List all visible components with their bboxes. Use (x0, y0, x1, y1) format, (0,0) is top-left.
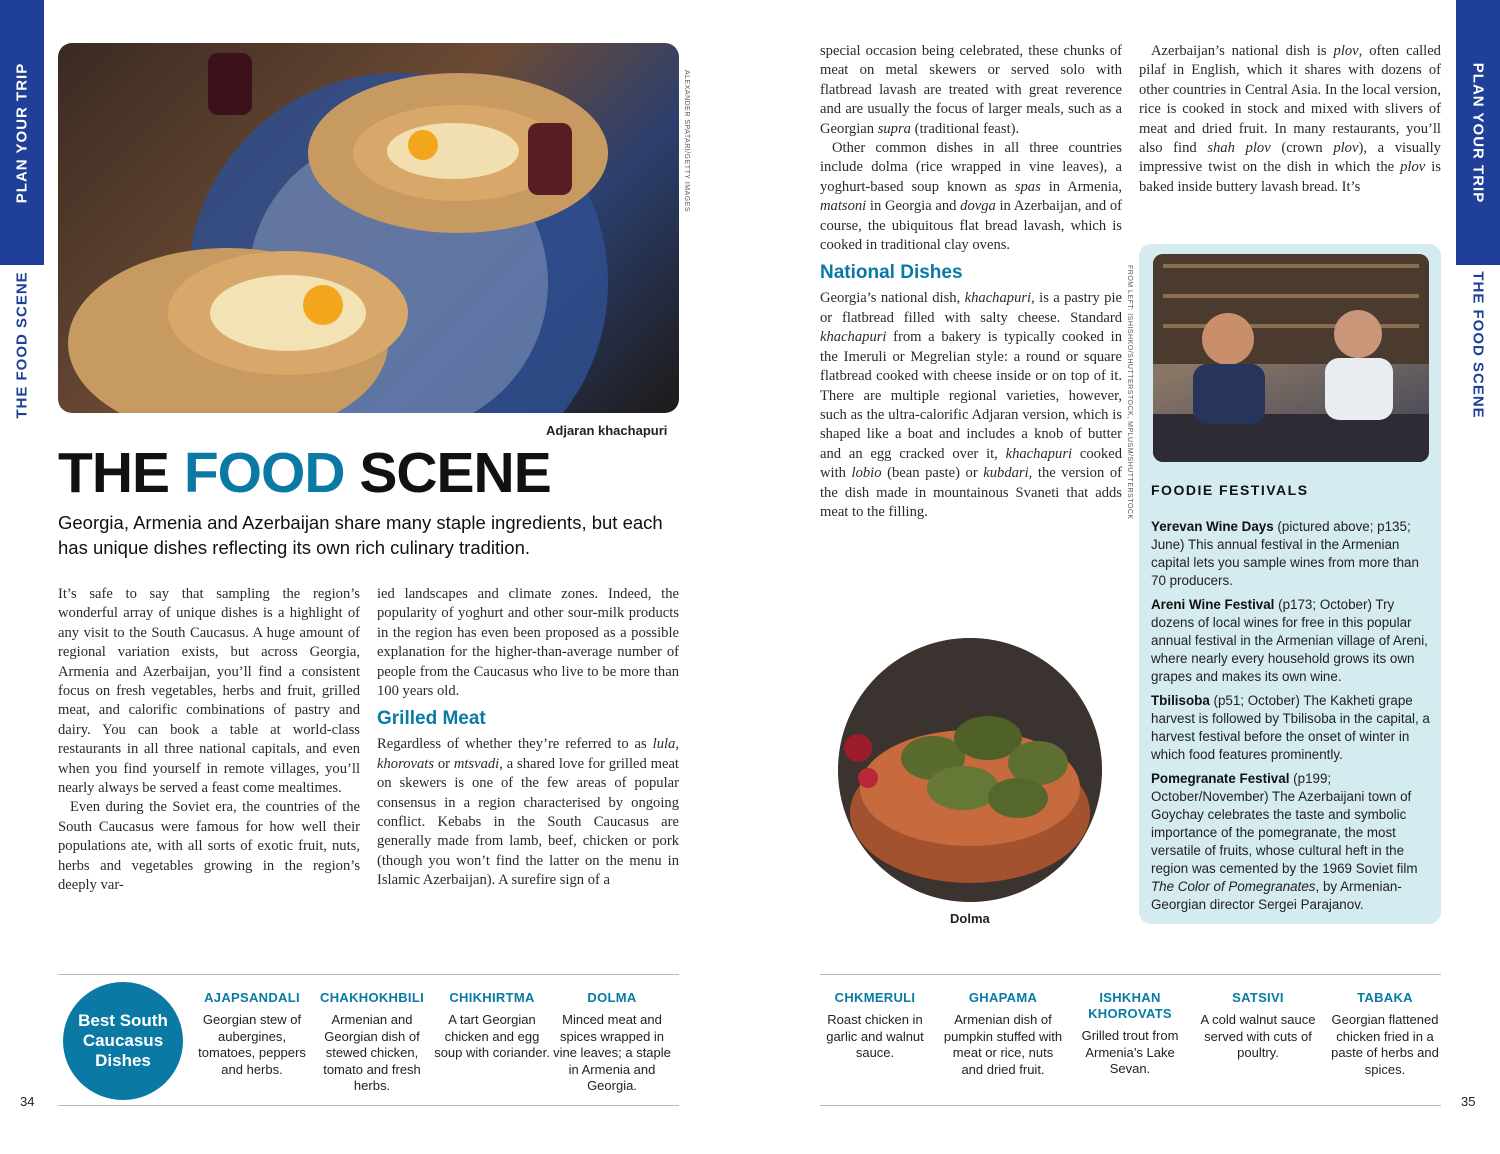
dish-card-chikhirtma: CHIKHIRTMA A tart Georgian chicken and egg soup with coriander. (434, 990, 550, 1061)
festival-item: Yerevan Wine Days (pictured above; p135; June) This annual festival in the Armenian capital lets you sample wines from more than 70 producers. (1151, 519, 1419, 588)
body-column-1 (58, 585, 360, 896)
section-heading-grilled-meat: Grilled Meat (377, 708, 486, 730)
body-paragraph: It’s safe to say that sampling the region’s wonderful array of unique dishes is a highlight of any visit to the South Caucasus. A huge amount of regional variation exists, but across Georgia, Armenia and Azerbaijan, you’ll find a consistent focus on fresh vegetables, herbs and fruit, grilled meat, and calorific combinations of pastry and dairy. You can book a table at world-class restaurants in all three national capitals, and even when you find yourself in remote villages, you’ll nearly always be served a feast come mealtimes. (58, 586, 360, 797)
dish-card-ghapama: GHAPAMA Armenian dish of pumpkin stuffed with meat or rice, nuts and dried fruit. (943, 990, 1063, 1077)
body-column-2 (377, 585, 679, 891)
festival-item: Areni Wine Festival (p173; October) Try dozens of local wines for free in this popular annual festival in the Armenian village of Areni, where nearly every household grows its own grapes and makes its own wine. (1151, 597, 1428, 684)
best-dishes-badge: Best South Caucasus Dishes (63, 982, 183, 1100)
dolma-illustration (838, 638, 1102, 902)
page-number-left: 34 (20, 1094, 35, 1109)
dish-card-satsivi: SATSIVI A cold walnut sauce served with cuts of poultry. (1200, 990, 1316, 1061)
side-tab-left (0, 0, 44, 450)
divider (820, 974, 1441, 975)
dish-card-ajapsandali: AJAPSANDALI Georgian stew of aubergines, tomatoes, peppers and herbs. (198, 990, 306, 1077)
section-heading-national-dishes: National Dishes (820, 262, 963, 284)
body-paragraph: Regardless of whether they’re referred to as lula, khorovats or mtsvadi, a shared love for grilled meat on skewers is one of the few areas of popular consensus in a region characterised by ongoing conflict. Kebabs in the South Caucasus are generally made from lamb, beef, chicken or pork (though you won’t find the latter on the menu in Islamic Azerbaijan). A surefire sign of a (377, 736, 679, 889)
body-column-3 (820, 42, 1122, 522)
divider (58, 1105, 679, 1106)
body-paragraph: Azerbaijan’s national dish is plov, often called pilaf in English, which it shares with dozens of other countries in Central Asia. In the local version, rice is cooked in stock and mixed with slivers of meat and dried fruit. In many restaurants, you’ll also find shah plov (crown plov), a visually impressive twist on the dish in which the plov is baked inside buttery lavash bread. It’s (1139, 43, 1441, 195)
dish-card-tabaka: TABAKA Georgian flattened chicken fried in a paste of herbs and spices. (1331, 990, 1439, 1077)
hero-photo-credit: ALEXANDER SPATARI/GETTY IMAGES (683, 70, 690, 213)
side-tab-plan: PLAN YOUR TRIP (0, 0, 44, 265)
side-tab-plan: PLAN YOUR TRIP (1456, 0, 1500, 265)
body-paragraph: Other common dishes in all three countries include dolma (rice wrapped in vine leaves), a yoghurt-based soup known as spas in Armenia, matsoni in Georgia and dovga in Azerbaijan, and of course, the ubiquitous flat bread lavash, which is cooked in traditional clay ovens. (820, 140, 1122, 254)
dish-card-chkmeruli: CHKMERULI Roast chicken in garlic and walnut sauce. (826, 990, 924, 1061)
intro-paragraph: Georgia, Armenia and Azerbaijan share many staple ingredients, but each has unique dishes reflecting its own rich culinary tradition. (58, 512, 663, 558)
page-title: THE FOOD SCENE (58, 441, 551, 505)
khachapuri-illustration (58, 43, 679, 413)
body-paragraph: Georgia’s national dish, khachapuri, is a pastry pie or flatbread filled with salty cheese. Standard khachapuri from a bakery is typically cooked in the Imeruli or Megrelian style: a round or square flatbread cooked with cheese inside or on top of it. There are multiple regional varieties, however, such as the ultra-calorific Adjaran version, which is shaped like a boat and includes a knob of butter and an egg cracked over it, khachapuri cooked with lobio (bean paste) or kubdari, the version of the dish made in mountainous Svaneti that adds meat to the filling. (820, 290, 1123, 520)
festivals-list (1151, 518, 1433, 920)
dolma-caption: Dolma (950, 911, 990, 926)
right-photos-credit: FROM LEFT: ISHISHKO/SHUTTERSTOCK, MPLUSM/SHUTTERSTOCK (1126, 265, 1133, 520)
body-paragraph: Even during the Soviet era, the countries of the South Caucasus were famous for how well their populations ate, with all sorts of exotic fruit, nuts, herbs and vegetables growing in the region’s deeply var- (58, 799, 360, 894)
side-tab-section: THE FOOD SCENE (13, 271, 31, 419)
festival-photo-wine-days (1153, 254, 1429, 462)
body-paragraph: special occasion being celebrated, these chunks of meat on metal skewers or served solo with flatbread lavash are treated with great reverence and are usually the focus of larger meals, such as a Georgian supra (traditional feast). (820, 43, 1122, 137)
divider (58, 974, 679, 975)
dolma-photo (838, 638, 1102, 902)
festival-item: Tbilisoba (p51; October) The Kakheti grape harvest is followed by Tbilisoba in the capital, a harvest festival before the onset of winter in which food features prominently. (1151, 693, 1430, 762)
dish-card-chakhokhbili: CHAKHOKHBILI Armenian and Georgian dish of stewed chicken, tomato and fresh herbs. (320, 990, 424, 1094)
festivals-heading: FOODIE FESTIVALS (1151, 482, 1309, 498)
body-column-4 (1139, 42, 1441, 197)
side-tab-right (1456, 0, 1500, 450)
hero-photo-khachapuri (58, 43, 679, 413)
wine-stall-illustration (1153, 254, 1429, 462)
dish-card-ishkhan-khorovats: ISHKHAN KHOROVATS Grilled trout from Armenia’s Lake Sevan. (1081, 990, 1179, 1077)
divider (820, 1105, 1441, 1106)
side-tab-section: THE FOOD SCENE (1469, 271, 1487, 419)
page-number-right: 35 (1461, 1094, 1476, 1109)
body-paragraph: ied landscapes and climate zones. Indeed, the popularity of yoghurt and other sour-milk products in the region has even been proposed as a possible explanation for the higher-than-average number of people from the Caucasus who live to be more than 100 years old. (377, 586, 679, 700)
dish-card-dolma: DOLMA Minced meat and spices wrapped in vine leaves; a staple in Armenia and Georgia. (553, 990, 671, 1094)
festival-item: Pomegranate Festival (p199; October/November) The Azerbaijani town of Goychay celebrates the taste and symbolic importance of the pomegranate, the most versatile of fruits, whose cultural heft in the region was cemented by the 1969 Soviet film The Color of Pomegranates, by Armenian-Georgian director Sergei Parajanov. (1151, 771, 1418, 912)
hero-photo-caption: Adjaran khachapuri (546, 423, 668, 438)
